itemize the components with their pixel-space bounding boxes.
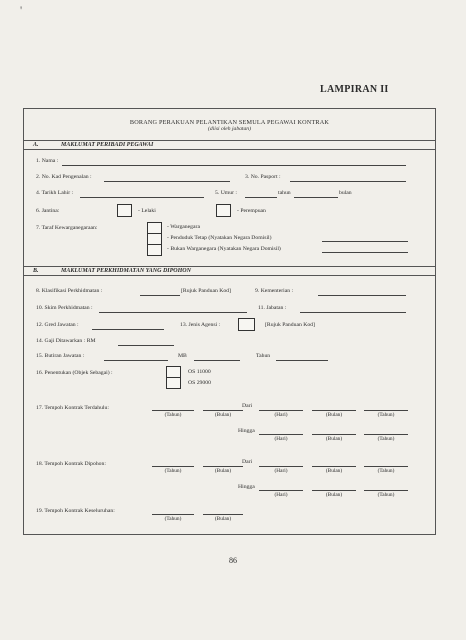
grade-label: 12. Gred Jawatan : — [36, 322, 79, 328]
prev-from-day[interactable] — [259, 410, 303, 411]
age-months-field[interactable] — [294, 197, 338, 198]
dob-field[interactable] — [80, 197, 204, 198]
form-title: BORANG PERAKUAN PELANTIKAN SEMULA PEGAWAI KONTRAK — [129, 119, 330, 126]
scheme-label: 10. Skim Perkhidmatan : — [36, 305, 93, 311]
prev-to-month-caption: (Bulan) — [325, 436, 343, 442]
req-from-day[interactable] — [259, 466, 303, 467]
req-years-field[interactable] — [152, 466, 194, 467]
req-from-year-caption: (Tahun) — [377, 468, 395, 474]
prev-from-month[interactable] — [312, 410, 356, 411]
section-a-title: MAKLUMAT PERIBADI PEGAWAI — [61, 142, 154, 148]
dob-label: 4. Tarikh Lahir : — [36, 190, 74, 196]
section-b-letter: B. — [33, 268, 39, 274]
prev-years-field[interactable] — [152, 410, 194, 411]
req-to-day[interactable] — [259, 490, 303, 491]
male-label: - Lelaki — [138, 208, 156, 214]
prev-contract-label: 17. Tempoh Kontrak Terdahulu: — [36, 405, 109, 411]
prev-to-year-caption: (Tahun) — [377, 436, 395, 442]
corner-mark: ' — [20, 3, 23, 17]
prev-from-year[interactable] — [364, 410, 408, 411]
total-months-caption: (Bulan) — [214, 516, 232, 522]
prev-to-label: Hingga — [238, 428, 255, 434]
scheme-field[interactable] — [99, 312, 247, 313]
req-to-label: Hingga — [238, 484, 255, 490]
nama-field[interactable] — [62, 165, 406, 166]
req-months-field[interactable] — [203, 466, 243, 467]
year-field[interactable] — [276, 360, 328, 361]
citizen-option: - Warganegara — [167, 224, 200, 230]
req-to-year[interactable] — [364, 490, 408, 491]
prev-months-field[interactable] — [203, 410, 243, 411]
ic-field[interactable] — [104, 181, 230, 182]
req-to-year-caption: (Tahun) — [377, 492, 395, 498]
req-contract-label: 18. Tempoh Kontrak Dipohon: — [36, 461, 106, 467]
total-months-field[interactable] — [203, 514, 243, 515]
req-months-caption: (Bulan) — [214, 468, 232, 474]
noncitizen-option: - Bukan Warganegara (Nyatakan Negara Domisil) — [167, 246, 281, 252]
ic-label: 2. No. Kad Pengenalan : — [36, 174, 92, 180]
age-years-unit: tahun — [278, 190, 291, 196]
req-years-caption: (Tahun) — [164, 468, 182, 474]
total-years-caption: (Tahun) — [164, 516, 182, 522]
pr-option: - Penduduk Tetap (Nyatakan Negara Domisil) — [167, 235, 272, 241]
req-from-day-caption: (Hari) — [274, 468, 288, 474]
page-number: 86 — [229, 556, 237, 565]
classification-ref: [Rujuk Panduan Kod] — [181, 288, 231, 294]
ministry-field[interactable] — [318, 295, 406, 296]
noncitizen-checkbox[interactable] — [147, 244, 162, 256]
total-contract-label: 19. Tempoh Kontrak Keseluruhan: — [36, 508, 115, 514]
gender-label: 6. Jantina: — [36, 208, 60, 214]
mb-label: MB — [178, 353, 187, 359]
department-label: 11. Jabatan : — [258, 305, 287, 311]
form-subtitle: (diisi oleh jabatan) — [208, 126, 251, 132]
appendix-label: LAMPIRAN II — [320, 84, 389, 95]
section-a-letter: A. — [33, 142, 39, 148]
salary-field[interactable] — [118, 345, 174, 346]
agency-ref: [Rujuk Panduan Kod] — [265, 322, 315, 328]
salary-label: 14. Gaji Ditawarkan : RM — [36, 338, 96, 344]
agency-code-box[interactable] — [238, 318, 255, 331]
prev-to-day[interactable] — [259, 434, 303, 435]
nama-label: 1. Nama : — [36, 158, 59, 164]
female-checkbox[interactable] — [216, 204, 231, 217]
post-details-field[interactable] — [104, 360, 168, 361]
os11000-label: OS 11000 — [188, 369, 211, 375]
ministry-label: 9. Kementerian : — [255, 288, 294, 294]
male-checkbox[interactable] — [117, 204, 132, 217]
prev-from-year-caption: (Tahun) — [377, 412, 395, 418]
req-to-day-caption: (Hari) — [274, 492, 288, 498]
total-years-field[interactable] — [152, 514, 194, 515]
prev-to-day-caption: (Hari) — [274, 436, 288, 442]
req-from-month[interactable] — [312, 466, 356, 467]
classification-label: 8. Klasifikasi Perkhidmatan : — [36, 288, 103, 294]
prev-years-caption: (Tahun) — [164, 412, 182, 418]
pr-country-field[interactable] — [322, 241, 408, 242]
department-field[interactable] — [300, 312, 406, 313]
age-months-unit: bulan — [339, 190, 352, 196]
section-b-header — [23, 266, 436, 276]
object-label: 16. Penentukan (Objek Sebagai) : — [36, 370, 113, 376]
noncitizen-country-field[interactable] — [322, 252, 408, 253]
section-a-header — [23, 140, 436, 150]
citizenship-label: 7. Taraf Kewarganegaraan: — [36, 225, 98, 231]
mb-field[interactable] — [194, 360, 240, 361]
prev-months-caption: (Bulan) — [214, 412, 232, 418]
req-from-month-caption: (Bulan) — [325, 468, 343, 474]
os29000-label: OS 29000 — [188, 380, 211, 386]
req-to-month[interactable] — [312, 490, 356, 491]
req-from-year[interactable] — [364, 466, 408, 467]
prev-from-label: Dari — [242, 403, 253, 409]
req-to-month-caption: (Bulan) — [325, 492, 343, 498]
req-from-label: Dari — [242, 459, 253, 465]
passport-label: 3. No. Pasport : — [245, 174, 281, 180]
classification-field[interactable] — [140, 295, 180, 296]
grade-field[interactable] — [92, 329, 164, 330]
age-years-field[interactable] — [245, 197, 277, 198]
year-label: Tahun — [256, 353, 271, 359]
prev-from-day-caption: (Hari) — [274, 412, 288, 418]
female-label: - Perempuan — [237, 208, 266, 214]
prev-to-month[interactable] — [312, 434, 356, 435]
post-details-label: 15. Butiran Jawatan : — [36, 353, 85, 359]
section-b-title: MAKLUMAT PERKHIDMATAN YANG DIPOHON — [61, 268, 191, 274]
prev-from-month-caption: (Bulan) — [325, 412, 343, 418]
passport-field[interactable] — [290, 181, 406, 182]
prev-to-year[interactable] — [364, 434, 408, 435]
os29000-checkbox[interactable] — [166, 377, 181, 389]
agency-label: 13. Jenis Agensi : — [180, 322, 221, 328]
age-label: 5. Umur : — [215, 190, 237, 196]
